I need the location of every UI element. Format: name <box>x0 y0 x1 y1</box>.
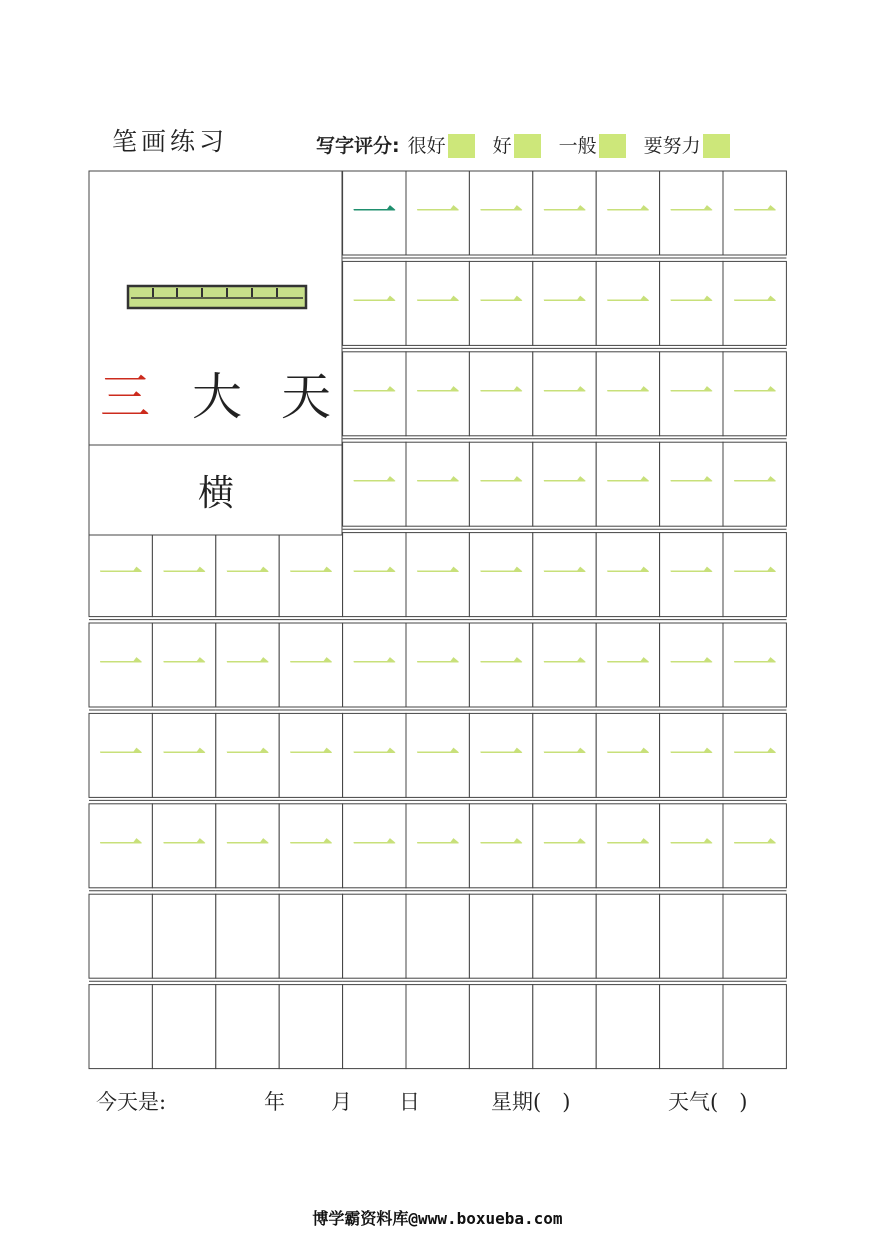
trace-stroke: 一 <box>731 276 778 331</box>
trace-stroke: 一 <box>287 728 334 783</box>
rating-option-label: 要努力 <box>643 135 701 157</box>
practice-cell[interactable] <box>469 804 532 891</box>
trace-stroke: 一 <box>668 276 715 331</box>
practice-cell[interactable] <box>723 713 786 800</box>
practice-cell[interactable] <box>596 894 659 981</box>
trace-stroke: 一 <box>541 818 588 873</box>
practice-cell[interactable] <box>152 985 215 1069</box>
trace-stroke: 一 <box>478 547 525 602</box>
practice-cell[interactable] <box>343 804 406 891</box>
trace-stroke: 一 <box>731 366 778 421</box>
practice-cell[interactable] <box>533 804 596 891</box>
practice-cell[interactable] <box>89 623 152 710</box>
practice-cell[interactable] <box>343 533 406 620</box>
practice-cell[interactable] <box>216 804 279 891</box>
practice-cell[interactable] <box>406 894 469 981</box>
trace-stroke: 一 <box>414 638 461 692</box>
practice-cell[interactable] <box>596 985 659 1069</box>
trace-stroke: 一 <box>224 638 271 692</box>
practice-cell[interactable] <box>343 894 406 981</box>
practice-cell[interactable] <box>216 533 279 620</box>
rating-option-label: 很好 <box>407 135 446 157</box>
practice-cell[interactable] <box>723 623 786 710</box>
trace-stroke: 一 <box>414 818 461 873</box>
trace-stroke: 一 <box>541 276 588 331</box>
practice-cell[interactable] <box>343 985 406 1069</box>
practice-cell[interactable] <box>660 352 723 439</box>
trace-stroke: 一 <box>731 638 778 692</box>
page-title: 笔画练习 <box>112 127 229 156</box>
rating-label: 写字评分: <box>316 134 400 157</box>
trace-stroke: 一 <box>478 457 525 512</box>
trace-stroke: 一 <box>287 547 334 602</box>
trace-stroke: 一 <box>97 547 144 602</box>
trace-stroke: 一 <box>97 818 144 873</box>
trace-stroke: 一 <box>351 728 398 783</box>
trace-stroke: 一 <box>731 186 778 240</box>
practice-cell[interactable] <box>469 352 532 439</box>
practice-cell[interactable] <box>533 442 596 529</box>
practice-cell[interactable] <box>533 894 596 981</box>
trace-stroke: 一 <box>478 276 525 331</box>
trace-stroke: 一 <box>351 638 398 692</box>
practice-cell[interactable] <box>723 894 786 981</box>
trace-stroke: 一 <box>97 728 144 783</box>
practice-cell[interactable] <box>343 352 406 439</box>
trace-stroke: 一 <box>668 547 715 602</box>
trace-stroke: 一 <box>414 186 461 240</box>
practice-cell[interactable] <box>279 985 342 1069</box>
practice-cell[interactable] <box>406 171 469 258</box>
practice-cell[interactable] <box>596 261 659 348</box>
practice-cell[interactable] <box>343 171 406 258</box>
practice-cell[interactable] <box>596 442 659 529</box>
practice-cell[interactable] <box>89 894 152 981</box>
practice-cell[interactable] <box>152 623 215 710</box>
intro-panel <box>89 171 342 535</box>
trace-stroke: 一 <box>731 728 778 783</box>
trace-stroke: 一 <box>668 366 715 421</box>
date-line <box>96 1086 786 1116</box>
practice-cell[interactable] <box>469 894 532 981</box>
trace-stroke: 一 <box>604 818 651 873</box>
trace-stroke: 一 <box>668 457 715 512</box>
practice-cell[interactable] <box>469 442 532 529</box>
practice-cell[interactable] <box>343 442 406 529</box>
practice-cell[interactable] <box>660 442 723 529</box>
trace-stroke: 一 <box>604 186 651 240</box>
practice-cell[interactable] <box>596 804 659 891</box>
practice-cell[interactable] <box>406 533 469 620</box>
trace-stroke: 一 <box>414 547 461 602</box>
trace-stroke: 一 <box>541 366 588 421</box>
ruler-icon <box>128 286 306 308</box>
trace-stroke: 一 <box>161 638 208 692</box>
practice-cell[interactable] <box>596 533 659 620</box>
stroke-name: 横 <box>197 473 235 514</box>
trace-stroke: 一 <box>478 186 525 240</box>
practice-cell[interactable] <box>723 985 786 1069</box>
date-weather-label: 天气( ) <box>668 1090 748 1114</box>
practice-cell[interactable] <box>723 533 786 620</box>
practice-cell[interactable] <box>533 713 596 800</box>
trace-stroke: 一 <box>604 276 651 331</box>
practice-cell[interactable] <box>533 533 596 620</box>
rating-option-label: 好 <box>492 135 512 157</box>
practice-cell[interactable] <box>279 623 342 710</box>
practice-cell[interactable] <box>343 623 406 710</box>
date-today-label: 今天是: <box>96 1090 167 1114</box>
practice-cell[interactable] <box>723 261 786 348</box>
practice-cell[interactable] <box>89 804 152 891</box>
trace-stroke: 一 <box>541 638 588 692</box>
trace-stroke: 一 <box>414 728 461 783</box>
practice-cell[interactable] <box>533 261 596 348</box>
trace-stroke: 一 <box>161 728 208 783</box>
practice-cell[interactable] <box>533 623 596 710</box>
practice-cell[interactable] <box>343 261 406 348</box>
practice-cell[interactable] <box>279 713 342 800</box>
practice-cell[interactable] <box>469 261 532 348</box>
practice-cell[interactable] <box>216 894 279 981</box>
practice-cell[interactable] <box>406 261 469 348</box>
example-char: 天 <box>281 368 331 426</box>
practice-cell[interactable] <box>406 352 469 439</box>
trace-stroke: 一 <box>541 457 588 512</box>
practice-cell[interactable] <box>596 171 659 258</box>
trace-stroke: 一 <box>161 818 208 873</box>
practice-cell[interactable] <box>406 623 469 710</box>
trace-stroke: 一 <box>351 547 398 602</box>
trace-stroke: 一 <box>541 728 588 783</box>
trace-stroke: 一 <box>668 638 715 692</box>
practice-cell[interactable] <box>660 623 723 710</box>
trace-stroke: 一 <box>287 638 334 692</box>
trace-stroke: 一 <box>478 366 525 421</box>
trace-stroke: 一 <box>224 547 271 602</box>
model-stroke: 一 <box>351 186 398 240</box>
practice-cell[interactable] <box>660 533 723 620</box>
example-char: 三 <box>100 368 150 426</box>
practice-cell[interactable] <box>660 261 723 348</box>
trace-stroke: 一 <box>668 818 715 873</box>
trace-stroke: 一 <box>478 638 525 692</box>
practice-cell[interactable] <box>596 623 659 710</box>
trace-stroke: 一 <box>414 366 461 421</box>
trace-stroke: 一 <box>604 638 651 692</box>
practice-cell[interactable] <box>406 442 469 529</box>
practice-cell[interactable] <box>343 713 406 800</box>
practice-cell[interactable] <box>89 985 152 1069</box>
date-day-label: 日 <box>399 1090 420 1114</box>
trace-stroke: 一 <box>161 547 208 602</box>
trace-stroke: 一 <box>351 366 398 421</box>
practice-cell[interactable] <box>660 894 723 981</box>
practice-cell[interactable] <box>660 171 723 258</box>
practice-cell[interactable] <box>406 713 469 800</box>
practice-cell[interactable] <box>279 533 342 620</box>
trace-stroke: 一 <box>541 547 588 602</box>
practice-cell[interactable] <box>469 713 532 800</box>
trace-stroke: 一 <box>478 728 525 783</box>
practice-cell[interactable] <box>469 533 532 620</box>
practice-cell[interactable] <box>469 985 532 1069</box>
trace-stroke: 一 <box>731 818 778 873</box>
practice-cell[interactable] <box>279 894 342 981</box>
practice-cell[interactable] <box>469 171 532 258</box>
trace-stroke: 一 <box>224 818 271 873</box>
trace-stroke: 一 <box>414 276 461 331</box>
practice-cell[interactable] <box>406 985 469 1069</box>
practice-cell[interactable] <box>533 352 596 439</box>
trace-stroke: 一 <box>604 457 651 512</box>
trace-stroke: 一 <box>541 186 588 240</box>
example-char: 大 <box>192 368 242 426</box>
practice-cell[interactable] <box>152 533 215 620</box>
practice-cell[interactable] <box>660 985 723 1069</box>
trace-stroke: 一 <box>604 547 651 602</box>
practice-cell[interactable] <box>533 985 596 1069</box>
practice-cell[interactable] <box>216 713 279 800</box>
trace-stroke: 一 <box>287 818 334 873</box>
practice-cell[interactable] <box>723 352 786 439</box>
trace-stroke: 一 <box>668 728 715 783</box>
trace-stroke: 一 <box>97 638 144 692</box>
practice-cell[interactable] <box>596 713 659 800</box>
practice-cell[interactable] <box>406 804 469 891</box>
practice-cell[interactable] <box>660 804 723 891</box>
trace-stroke: 一 <box>351 818 398 873</box>
trace-stroke: 一 <box>224 728 271 783</box>
trace-stroke: 一 <box>731 457 778 512</box>
trace-stroke: 一 <box>604 728 651 783</box>
practice-cell[interactable] <box>89 713 152 800</box>
practice-cell[interactable] <box>723 442 786 529</box>
trace-stroke: 一 <box>351 276 398 331</box>
trace-stroke: 一 <box>604 366 651 421</box>
practice-cell[interactable] <box>216 985 279 1069</box>
practice-cell[interactable] <box>89 533 152 620</box>
date-year-label: 年 <box>264 1090 285 1114</box>
practice-cell[interactable] <box>216 623 279 710</box>
trace-stroke: 一 <box>351 457 398 512</box>
date-weekday-label: 星期( ) <box>491 1090 571 1114</box>
practice-cell[interactable] <box>152 804 215 891</box>
footer-watermark: 博学霸资料库@www.boxueba.com <box>312 1209 563 1228</box>
practice-cell[interactable] <box>152 713 215 800</box>
practice-cell[interactable] <box>152 894 215 981</box>
trace-stroke: 一 <box>668 186 715 240</box>
practice-cell[interactable] <box>723 171 786 258</box>
date-month-label: 月 <box>331 1090 352 1114</box>
trace-stroke: 一 <box>731 547 778 602</box>
practice-cell[interactable] <box>279 804 342 891</box>
trace-stroke: 一 <box>414 457 461 512</box>
practice-cell[interactable] <box>723 804 786 891</box>
practice-cell[interactable] <box>660 713 723 800</box>
practice-cell[interactable] <box>596 352 659 439</box>
practice-cell[interactable] <box>469 623 532 710</box>
trace-stroke: 一 <box>478 818 525 873</box>
rating-option-label: 一般 <box>558 135 597 157</box>
practice-cell[interactable] <box>533 171 596 258</box>
